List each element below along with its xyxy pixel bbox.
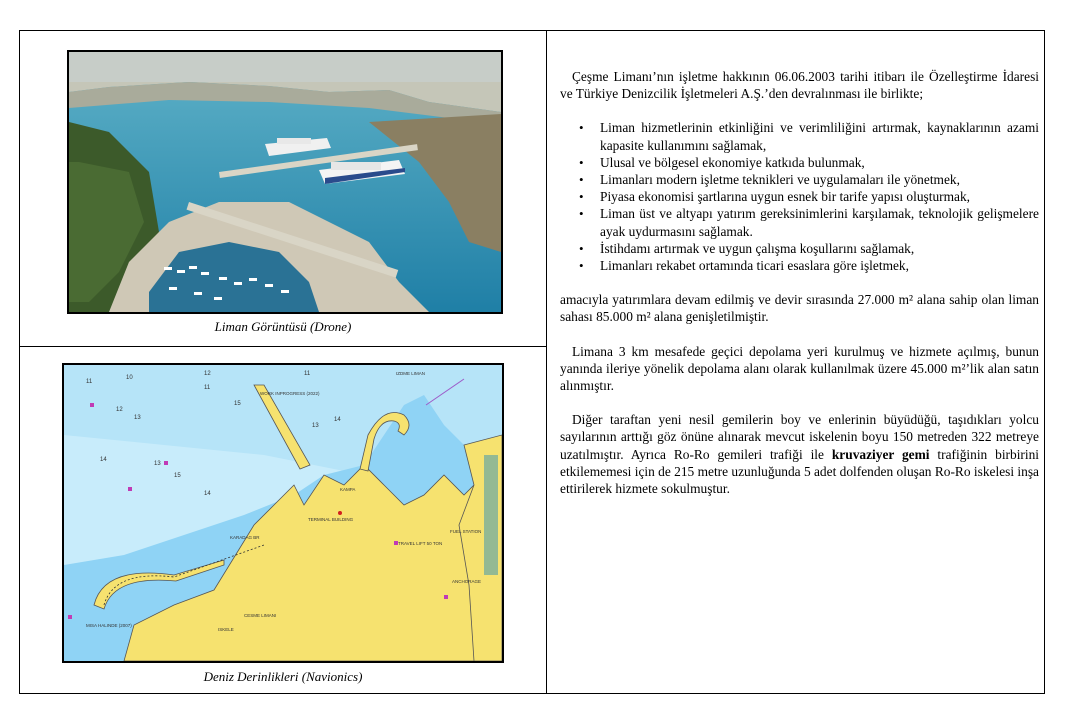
pier-paragraph bbox=[560, 411, 1039, 497]
map-label-work: WORK INPROGRESS (2022) bbox=[260, 391, 320, 396]
pier-text-a: Diğer taraftan yeni nesil gemilerin boy ve enlerinin büyüdüğü, taşıdıkları yolcu sayılarının arttığı göz önüne alınarak mevcut iskelenin boyu 150 metreden 322 metreye uzatılmıştır. Ayrıca Ro-Ro gemileri trafiği ile bbox=[560, 412, 1039, 462]
svg-text:10: 10 bbox=[126, 375, 133, 381]
text-cell bbox=[547, 31, 1044, 693]
navionics-chart bbox=[62, 363, 504, 663]
map-label-anchorage: ANCHORAGE bbox=[452, 579, 482, 584]
map-label-misa: MISA HALINDE (2007) bbox=[86, 623, 132, 628]
list-item: • Liman hizmetlerinin etkinliğini ve verimliliğini artırmak, kaynaklarının azami kapasite kullanımını sağlamak, bbox=[560, 119, 1039, 153]
list-item: • Limanları rekabet ortamında ticari esaslara göre işletmek, bbox=[560, 257, 1039, 274]
map-label-fuel: FUEL STATION bbox=[450, 529, 482, 534]
svg-text:15: 15 bbox=[234, 401, 241, 407]
storage-paragraph: Limana 3 km mesafede geçici depolama yeri kurulmuş ve hizmete açılmış, bunun yanında ileriye yönelik depolama alanı olarak kullanılmak üzere 45.000 m²’lik alan satın alınmıştır. bbox=[560, 343, 1039, 394]
svg-text:14: 14 bbox=[334, 417, 341, 423]
photo-caption: Liman Görüntüsü (Drone) bbox=[214, 319, 352, 334]
map-caption: Deniz Derinlikleri (Navionics) bbox=[203, 669, 363, 684]
map-label-iskele: ISKELE bbox=[218, 627, 234, 632]
cruise-ship-emphasis: kruvaziyer gemi bbox=[831, 446, 930, 462]
list-item: • Limanları modern işletme teknikleri ve uygulamaları ile yönetmek, bbox=[560, 171, 1039, 188]
content-table bbox=[19, 30, 1045, 694]
list-item: • Ulusal ve bölgesel ekonomiye katkıda bulunmak, bbox=[560, 154, 1039, 171]
svg-text:11: 11 bbox=[304, 371, 311, 377]
expansion-paragraph: amacıyla yatırımlara devam edilmiş ve devir sırasında 27.000 m² alana sahip olan liman sahası 85.000 m² alana genişletilmiştir. bbox=[560, 292, 1039, 325]
svg-text:14: 14 bbox=[204, 491, 211, 497]
intro-paragraph: Çeşme Limanı’nın işletme hakkının 06.06.2003 tarihi itibarı ile Özelleştirme İdaresi ve Türkiye Denizcilik İşletmeleri A.Ş.’den devralınması ile birlikte; bbox=[560, 69, 1039, 102]
map-label-karadag: KARADAG BR bbox=[230, 535, 260, 540]
port-drone-photo bbox=[67, 50, 503, 314]
map-label-kampa: KAMPA bbox=[340, 487, 356, 492]
svg-text:12: 12 bbox=[116, 407, 123, 413]
svg-text:13: 13 bbox=[154, 461, 161, 467]
port-photo-illustration bbox=[69, 52, 501, 312]
svg-text:12: 12 bbox=[204, 371, 211, 377]
map-label-travel: TRAVEL LIFT 50 TON bbox=[398, 541, 443, 546]
pier-text-b: trafiğinin birbirini etkilememesi için de 215 metre uzunluğunda 5 adet dolfenden oluşan Ro-Ro iskelesi inşa ettirilerek hizmete sokulmuştur. bbox=[560, 446, 1040, 497]
svg-text:11: 11 bbox=[86, 379, 93, 385]
svg-text:11: 11 bbox=[204, 385, 211, 391]
map-label-cesme: CESME LIMANI bbox=[244, 613, 277, 618]
list-item: • Liman üst ve altyapı yatırım gereksinimlerini karşılamak, teknolojik gelişmelere ayak uydurmasını sağlamak. bbox=[560, 205, 1039, 239]
map-label-izdme: IZDME LIMAN bbox=[396, 371, 426, 376]
map-label-terminal: TERMINAL BUILDING bbox=[308, 517, 354, 522]
svg-text:14: 14 bbox=[100, 457, 107, 463]
svg-text:13: 13 bbox=[312, 423, 319, 429]
svg-text:13: 13 bbox=[134, 415, 141, 421]
photo-cell bbox=[20, 31, 546, 346]
body-text bbox=[560, 68, 1039, 497]
list-item: • Piyasa ekonomisi şartlarına uygun esnek bir tarife yapısı oluşturmak, bbox=[560, 188, 1039, 205]
svg-text:15: 15 bbox=[174, 473, 181, 479]
goals-list bbox=[560, 119, 1039, 274]
map-cell bbox=[20, 347, 546, 693]
depth-chart-illustration bbox=[64, 365, 502, 661]
list-item: • İstihdamı artırmak ve uygun çalışma koşullarını sağlamak, bbox=[560, 240, 1039, 257]
